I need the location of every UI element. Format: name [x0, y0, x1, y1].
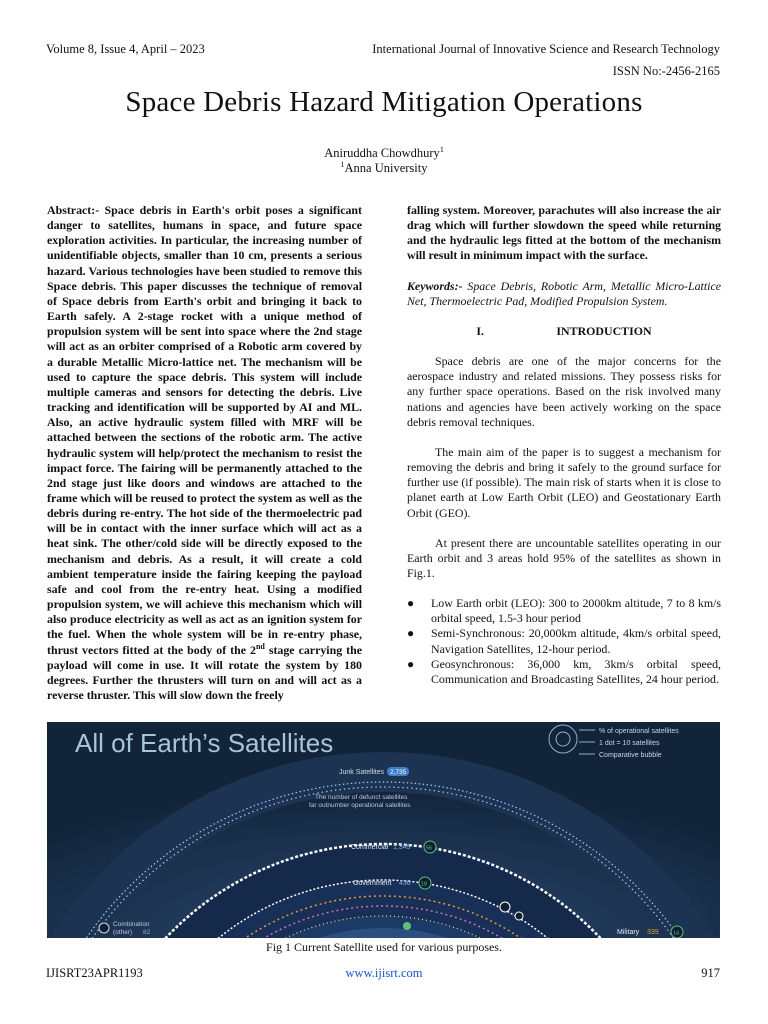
footer-website-link[interactable]: www.ijisrt.com	[345, 966, 423, 980]
bullet-icon: ●	[407, 626, 415, 641]
affiliation-sup: 1	[340, 159, 345, 169]
affiliation: Anna University	[344, 161, 428, 175]
list-item-text: Semi-Synchronous: 20,000km altitude, 4km/s orbital speed, Navigation Satellites, 12-hour period.	[431, 626, 721, 656]
combination-sub: (other)	[113, 929, 133, 936]
junk-value: 2,735	[390, 769, 407, 776]
author-name: Aniruddha Chowdhury	[324, 146, 440, 160]
commercial-value: 1,349	[393, 844, 411, 851]
military-value: 339	[647, 929, 659, 936]
abstract-text-2: stage carrying the payload will come in use. It will rotate the system by 180 degrees. Further the thrusters will turn on and will act as a reverse thruster. This will slow down the freely	[47, 642, 363, 702]
combination-label: Combination	[113, 921, 150, 928]
author-block	[0, 146, 768, 176]
bullet-icon: ●	[407, 656, 415, 671]
government-pct: 18	[421, 881, 428, 888]
commercial-pct: 56	[426, 845, 433, 852]
keywords-text: Space Debris, Robotic Arm, Metallic Micro-Lattice Net, Thermoelectric Pad, Modified Propulsion System.	[407, 278, 721, 308]
abstract-text-1: Space debris in Earth's orbit poses a significant danger to satellites, humans in space, and future space exploration activities. In particular, the increasing number of unidentifiable objects, smaller than 10 cm, presents a serious hazard. Various technologies have been studied to remove this Space debris. This paper discusses the technique of removal of Space debris from Earth's orbit and bringing it back to Earth safely. A 2-stage rocket with a unique method of propulsion system will be sent into space where the 2nd stage will act as an orbiter comprised of a Robotic arm covered by a durable Metallic Micro-lattice net. The mechanism will be used to capture the space debris. This system will include multiple cameras and sensors for detecting the debris. Live tracking and identification will be supported by AI and ML. Also, an active hydraulic system filled with MRF will be attached between the sections of the robotic arm. The active hydraulic system will help/protect the mechanism to resist the impact force. The fairing will be permanently attached to the 2nd stage just like doors and windows are attached to the frame which will be reused to protect the system as well as the debris during re-entry. The hot side of the thermoelectric pad will be in contact with the inner surface which will act as a heat sink. The other/cold side will be directly exposed to the mechanism and debris. As a result, it will create a cold ambient temperature inside the fairing keeping the payload safe and cool from the re-entry heat. Using a modified propulsion system, we will achieve this mechanism which will also produce electricity as well as act as an ignition system for the fuel. When the whole system will be in re-entry phase, thrust vectors fitted at the body of the 2	[47, 203, 362, 657]
list-item	[407, 657, 721, 687]
left-column	[47, 203, 362, 703]
bubble-icon	[500, 902, 510, 912]
figure-title: All of Earth’s Satellites	[75, 728, 334, 758]
section-number: I.	[476, 323, 485, 338]
intro-paragraph-3: At present there are uncountable satellites operating in our Earth orbit and 3 areas hold 95% of the satellites as shown in Fig.1.	[407, 535, 721, 580]
journal-name: International Journal of Innovative Science and Research Technology	[372, 42, 720, 56]
keywords-label: Keywords:-	[407, 278, 463, 293]
page-number: 917	[701, 966, 720, 980]
defunct-note: far outnumber operational satellites	[309, 802, 411, 809]
government-value: 436	[399, 880, 411, 887]
legend-item: 1 dot = 10 satellites	[599, 740, 660, 747]
list-item	[407, 626, 721, 656]
right-column	[407, 203, 721, 687]
figure-caption: Fig 1 Current Satellite used for various purposes.	[266, 940, 502, 954]
list-item-text: Geosynchronous: 36,000 km, 3km/s orbital speed, Communication and Broadcasting Satellites, 24 hour period.	[431, 656, 721, 686]
journal-volume: Volume 8, Issue 4, April – 2023	[46, 42, 205, 56]
footer-article-id: IJISRT23APR1193	[46, 966, 143, 980]
military-pct: 14	[673, 930, 680, 937]
commercial-label: Commercial	[351, 844, 389, 851]
combination-bubble	[99, 923, 109, 933]
satellites-figure	[47, 722, 720, 938]
intro-paragraph-1: Space debris are one of the major concerns for the aerospace industry and related missions. They possess risks for any further space operations. Based on the risk involved many nations and agencies have been actively working on the space debris removal techniques.	[407, 354, 721, 429]
abstract	[47, 203, 362, 703]
keywords	[407, 279, 721, 309]
bubble-icon	[403, 922, 411, 930]
legend-item: % of operational satellites	[599, 728, 679, 735]
author-sup: 1	[439, 144, 444, 154]
abstract-label: Abstract:-	[47, 203, 100, 217]
orbit-list	[407, 596, 721, 687]
section-title: INTRODUCTION	[556, 323, 652, 338]
intro-paragraph-2: The main aim of the paper is to suggest a mechanism for removing the debris and bring it safely to the ground surface for further use (if possible). The main risk of starts when it is close to planet earth at Low Earth Orbit (LEO) and Geostationary Earth Orbit (GEO).	[407, 444, 721, 520]
bullet-icon: ●	[407, 596, 415, 611]
abstract-sup: nd	[255, 641, 265, 651]
abstract-continued: falling system. Moreover, parachutes will also increase the air drag which will further slowdown the speed while returning and the hydraulic legs fitted at the bottom of the mechanism will result in minimum impact with the surface.	[407, 203, 721, 263]
junk-label: Junk Satellites	[339, 769, 385, 776]
list-item	[407, 596, 721, 626]
issn: ISSN No:-2456-2165	[612, 64, 720, 78]
page-title: Space Debris Hazard Mitigation Operations	[125, 86, 643, 118]
satellites-infographic	[47, 722, 720, 938]
military-label: Military	[617, 929, 640, 936]
bubble-icon	[515, 912, 523, 920]
government-label: Government	[353, 880, 392, 887]
combination-value: 82	[143, 929, 151, 936]
list-item-text: Low Earth orbit (LEO): 300 to 2000km altitude, 7 to 8 km/s orbital speed, 1.5-3 hour period	[431, 596, 721, 626]
section-heading	[407, 324, 721, 339]
legend-item: Comparative bubble	[599, 752, 662, 759]
defunct-note: The number of defunct satellites	[315, 794, 408, 801]
